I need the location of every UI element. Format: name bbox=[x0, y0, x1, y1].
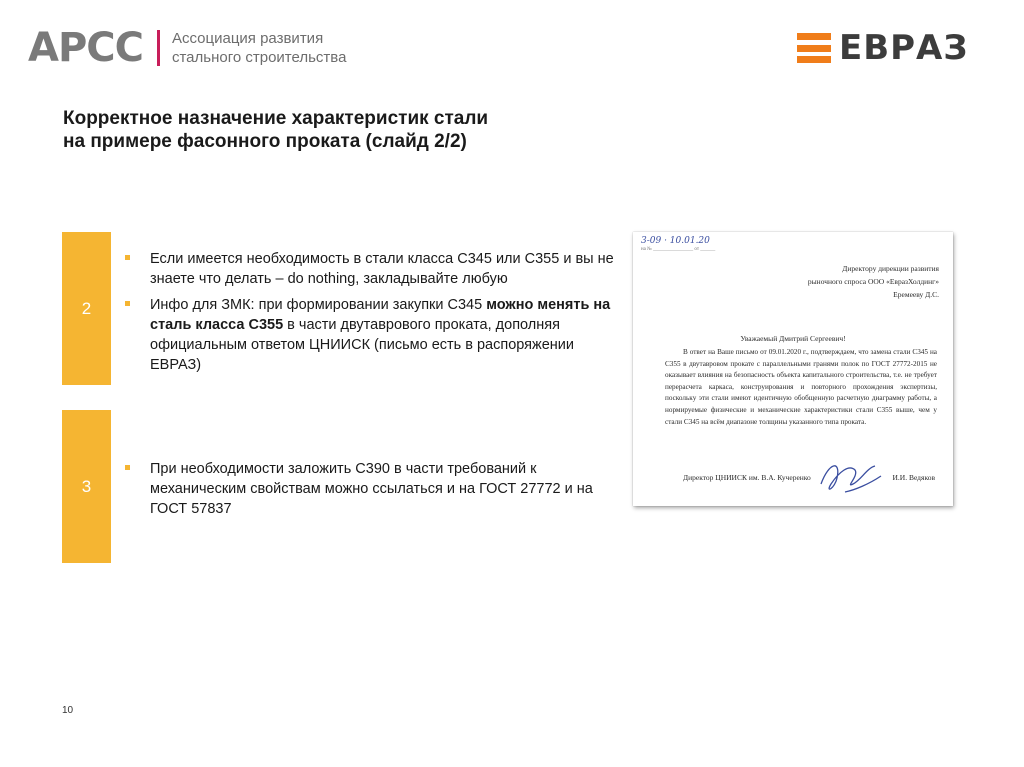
letter-addressee bbox=[769, 262, 939, 301]
section-3-bar bbox=[62, 410, 111, 563]
bullet-square-icon bbox=[125, 255, 130, 260]
letter-addressee-line: Директору дирекции развития bbox=[842, 264, 939, 273]
bullet-text: Если имеется необходимость в стали класса С345 или С355 и вы не знаете что делать – do nothing, закладывайте любую bbox=[150, 251, 614, 287]
bullet-text: При необходимости заложить С390 в части требований к механическим свойствам можно ссылаться и на ГОСТ 27772 и на ГОСТ 57837 bbox=[150, 461, 593, 517]
letter-body: В ответ на Ваше письмо от 09.01.2020 г., подтверждаем, что замена стали С345 на С355 в двутавровом прокате с параллельными гранями полок по ГОСТ 27772-2015 не оказывает влияния на безопасность объекта капитального строительства, т.е. не требует перерасчета каркаса, конструирования и повторного прохождения экспертизы, поскольку эти стали имеют идентичную обобщенную расчетную диаграмму работы, а нормируемые физические и механические характеристики стали С355 выше, чем у стали С345 на всём диапазоне толщины указанного типа проката. bbox=[665, 348, 937, 426]
section-3-bullets bbox=[122, 459, 627, 525]
bullet-square-icon bbox=[125, 301, 130, 306]
apcc-logo-mark: АРСС bbox=[28, 25, 143, 71]
section-2-bullets bbox=[122, 249, 627, 381]
bullet-square-icon bbox=[125, 465, 130, 470]
bullet-item bbox=[122, 249, 627, 289]
evraz-stripes-icon bbox=[797, 33, 831, 63]
section-2-bar bbox=[62, 232, 111, 385]
logo-divider bbox=[157, 30, 160, 66]
apcc-logo bbox=[28, 26, 346, 70]
section-number: 2 bbox=[81, 298, 92, 318]
apcc-subtitle-line2: стального строительства bbox=[171, 49, 347, 66]
letter-greeting: Уважаемый Дмитрий Сергеевич! bbox=[740, 334, 846, 343]
apcc-subtitle bbox=[172, 29, 346, 67]
signature-icon bbox=[815, 454, 883, 498]
section-number: 3 bbox=[81, 476, 92, 496]
bullet-text-bold: можно менять на сталь класса С355 bbox=[150, 297, 611, 333]
letter-addressee-line: Еремееву Д.С. bbox=[893, 290, 939, 299]
page-number: 10 bbox=[62, 705, 74, 716]
apcc-subtitle-line1: Ассоциация развития bbox=[171, 30, 324, 47]
evraz-logo bbox=[797, 30, 969, 66]
letter-signatory-title: Директор ЦНИИСК им. В.А. Кучеренко bbox=[683, 473, 811, 482]
letter-handwritten-number: 3-09 · 10.01.20 bbox=[641, 236, 710, 246]
slide-title-line2: на примере фасонного проката (слайд 2/2) bbox=[63, 131, 467, 152]
letter-addressee-line: рыночного спроса ООО «ЕвразХолдинг» bbox=[807, 277, 939, 286]
bullet-text-post: в части двутаврового проката, дополняя официальным ответом ЦНИИСК (письмо есть в распоряжении ЕВРАЗ) bbox=[150, 317, 574, 373]
slide-title bbox=[63, 107, 623, 153]
evraz-wordmark: ЕВРАЗ bbox=[839, 28, 969, 68]
bullet-item bbox=[122, 295, 627, 375]
letter-signatory-name: И.И. Ведяков bbox=[892, 473, 935, 482]
letter-form-line: на № ________________ от ______ bbox=[641, 247, 716, 252]
slide-title-line1: Корректное назначение характеристик стали bbox=[63, 108, 489, 129]
bullet-item bbox=[122, 459, 627, 519]
official-letter-image bbox=[633, 232, 953, 506]
bullet-text-pre: Инфо для ЗМК: при формировании закупки С345 bbox=[150, 297, 487, 313]
